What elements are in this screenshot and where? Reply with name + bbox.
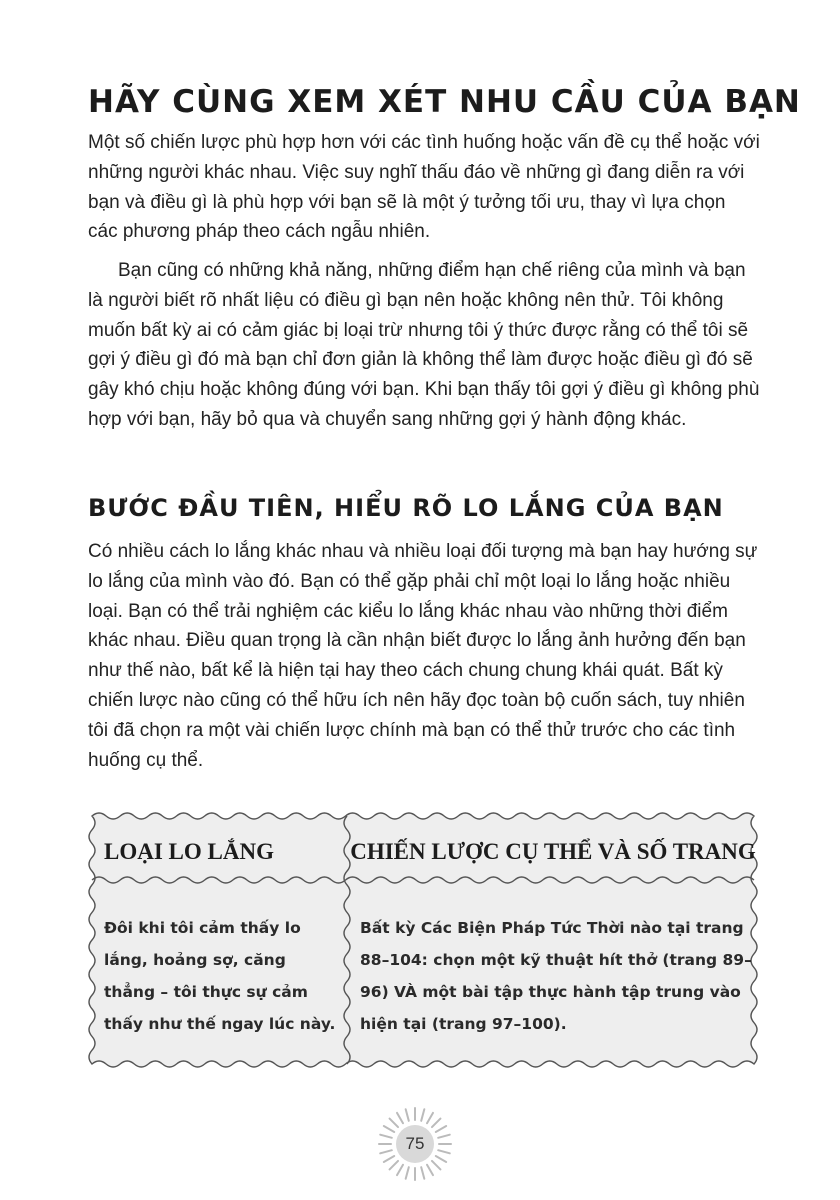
- page-number: 75: [405, 1134, 425, 1153]
- table-header-strategy-pages: CHIẾN LƯỢC CỤ THỂ VÀ SỐ TRANG: [350, 839, 756, 864]
- table-header-anxiety-type: LOẠI LO LẮNG: [104, 839, 274, 864]
- paragraph-strategies-intro: Một số chiến lược phù hợp hơn với các tình huống hoặc vấn đề cụ thể hoặc với những người khác nhau. Việc suy nghĩ thấu đáo về những gì đang diễn ra với bạn và điều gì là phù hợp với bạn sẽ là một ý tưởng tối ưu, thay vì lựa chọn các phương pháp theo cách ngẫu nhiên.: [88, 132, 760, 243]
- paragraph-abilities: Bạn cũng có những khả năng, những điểm hạn chế riêng của mình và bạn là người biết rõ nhất liệu có điều gì bạn nên hoặc không nên thử. Tôi không muốn bất kỳ ai có cảm giác bị loại trừ nhưng tôi ý thức được rằng có thể tôi sẽ gợi ý điều gì đó mà bạn chỉ đơn giản là không thể làm được hoặc điều gì đó sẽ gây khó chịu hoặc không đúng với bạn. Khi bạn thấy tôi gợi ý điều gì không phù hợp với bạn, hãy bỏ qua và chuyển sang những gợi ý hành động khác.: [88, 260, 760, 430]
- section-title-first-step: BƯỚC ĐẦU TIÊN, HIỂU RÕ LO LẮNG CỦA BẠN: [88, 494, 724, 522]
- section-title-needs: HÃY CÙNG XEM XÉT NHU CẦU CỦA BẠN: [88, 84, 801, 120]
- table-cell-strategy-pages: Bất kỳ Các Biện Pháp Tức Thời nào tại trang 88–104: chọn một kỹ thuật hít thở (trang 89–96) VÀ một bài tập thực hành tập trung vào hiện tại (trang 97–100).: [360, 919, 752, 1033]
- anxiety-strategy-table: [88, 812, 758, 1068]
- table-cell-anxiety-type: Đôi khi tôi cảm thấy lo lắng, hoảng sợ, căng thẳng – tôi thực sự cảm thấy như thế ngay lúc này.: [104, 919, 336, 1033]
- paragraph-anxiety-types: Có nhiều cách lo lắng khác nhau và nhiều loại đối tượng mà bạn hay hướng sự lo lắng của mình vào đó. Bạn có thể gặp phải chỉ một loại lo lắng hoặc nhiều loại. Bạn có thể trải nghiệm các kiểu lo lắng khác nhau vào những thời điểm khác nhau. Điều quan trọng là cần nhận biết được lo lắng ảnh hưởng đến bạn như thế nào, bất kể là hiện tại hay theo cách chung chung khái quát. Bất kỳ chiến lược nào cũng có thể hữu ích nên hãy đọc toàn bộ cuốn sách, tuy nhiên tôi đã chọn ra một vài chiến lược chính mà bạn có thể thử trước cho các tình huống cụ thể.: [88, 541, 758, 771]
